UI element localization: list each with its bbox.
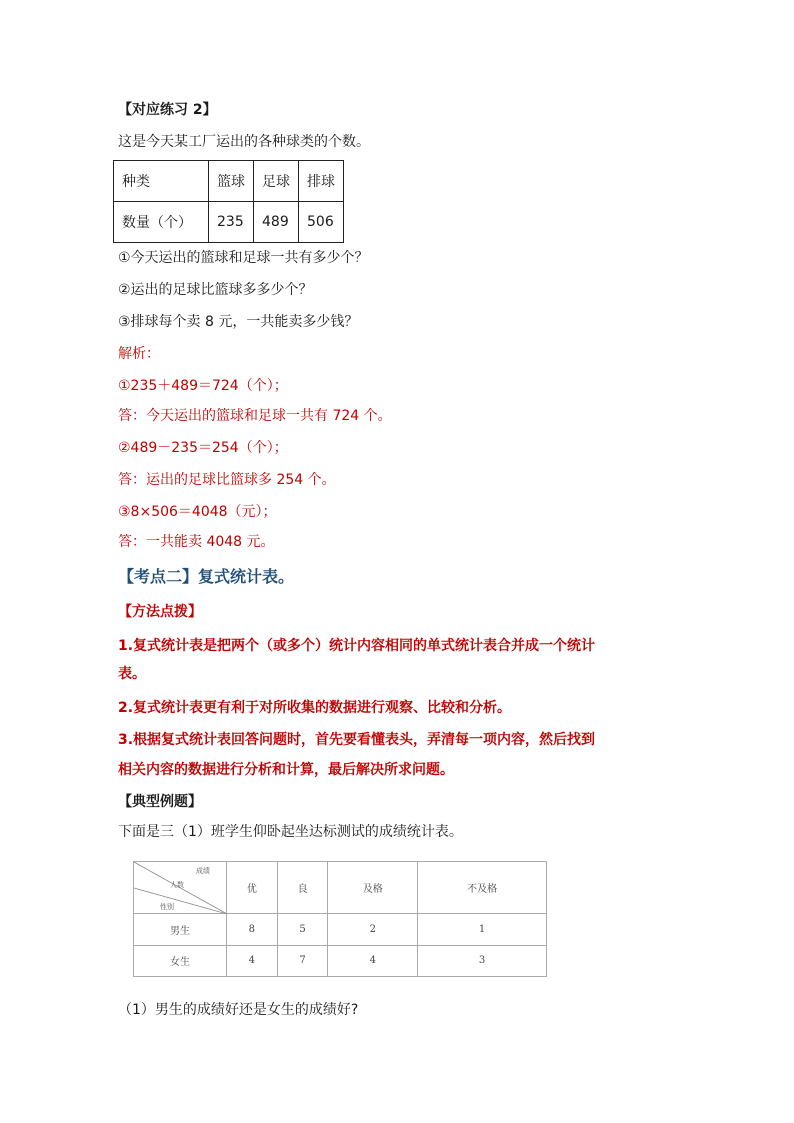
table-header-cell: 良 xyxy=(277,862,328,914)
table-cell: 篮球 xyxy=(209,161,254,202)
table-cell: 排球 xyxy=(299,161,344,202)
diagonal-header-cell xyxy=(134,862,227,914)
answer-line: 答：今天运出的篮球和足球一共有 724 个。 xyxy=(118,408,392,424)
table-cell: 1 xyxy=(418,914,547,946)
example-question-1: （1）男生的成绩好还是女生的成绩好? xyxy=(118,1002,359,1018)
answer-line: 答：一共能卖 4048 元。 xyxy=(118,534,275,550)
table-row xyxy=(134,862,547,914)
question-1: ①今天运出的篮球和足球一共有多少个？ xyxy=(118,250,369,266)
answer-line: ③8×506＝4048（元）； xyxy=(118,504,277,520)
corner-label-gender: 性别 xyxy=(160,903,174,911)
table-cell: 8 xyxy=(227,914,278,946)
method-title: 【方法点拨】 xyxy=(118,604,202,620)
table-header-cell: 优 xyxy=(227,862,278,914)
example-intro: 下面是三（1）班学生仰卧起坐达标测试的成绩统计表。 xyxy=(118,824,463,840)
table-cell: 506 xyxy=(299,202,344,243)
answer-line: 答：运出的足球比篮球多 254 个。 xyxy=(118,472,336,488)
table-cell: 7 xyxy=(277,945,328,977)
row-label: 女生 xyxy=(134,945,227,977)
table-cell: 4 xyxy=(328,945,418,977)
method-point: 表。 xyxy=(118,666,146,682)
practice-title: 【对应练习 2】 xyxy=(118,102,217,118)
table-cell: 足球 xyxy=(254,161,299,202)
table-row xyxy=(114,161,344,202)
corner-label-count: 人数 xyxy=(170,881,184,889)
question-3: ③排球每个卖 8 元，一共能卖多少钱？ xyxy=(118,314,359,330)
table-cell: 2 xyxy=(328,914,418,946)
corner-label-score: 成绩 xyxy=(196,867,210,875)
method-point: 2.复式统计表更有利于对所收集的数据进行观察、比较和分析。 xyxy=(118,700,512,716)
table-row xyxy=(134,914,547,946)
table-cell: 5 xyxy=(277,914,328,946)
method-point: 相关内容的数据进行分析和计算，最后解决所求问题。 xyxy=(118,762,454,778)
answer-line: ②489－235＝254（个）； xyxy=(118,440,288,456)
question-2: ②运出的足球比篮球多多少个？ xyxy=(118,282,313,298)
table-cell: 4 xyxy=(227,945,278,977)
row-label: 男生 xyxy=(134,914,227,946)
section-title: 【考点二】复式统计表。 xyxy=(118,567,295,586)
ball-count-table xyxy=(113,160,344,243)
score-table xyxy=(133,861,547,977)
table-header-cell: 不及格 xyxy=(418,862,547,914)
table-row xyxy=(134,945,547,977)
table-header-cell: 及格 xyxy=(328,862,418,914)
practice-intro: 这是今天某工厂运出的各种球类的个数。 xyxy=(118,134,370,150)
table-cell: 3 xyxy=(418,945,547,977)
answer-line: ①235＋489＝724（个）； xyxy=(118,378,288,394)
example-title: 【典型例题】 xyxy=(118,794,202,810)
table-cell: 数量（个） xyxy=(114,202,209,243)
table-cell: 489 xyxy=(254,202,299,243)
table-row xyxy=(114,202,344,243)
table-cell: 235 xyxy=(209,202,254,243)
method-point: 1.复式统计表是把两个（或多个）统计内容相同的单式统计表合并成一个统计 xyxy=(118,638,596,654)
method-point: 3.根据复式统计表回答问题时，首先要看懂表头，弄清每一项内容，然后找到 xyxy=(118,732,596,748)
analysis-label: 解析： xyxy=(118,346,160,362)
table-cell: 种类 xyxy=(114,161,209,202)
